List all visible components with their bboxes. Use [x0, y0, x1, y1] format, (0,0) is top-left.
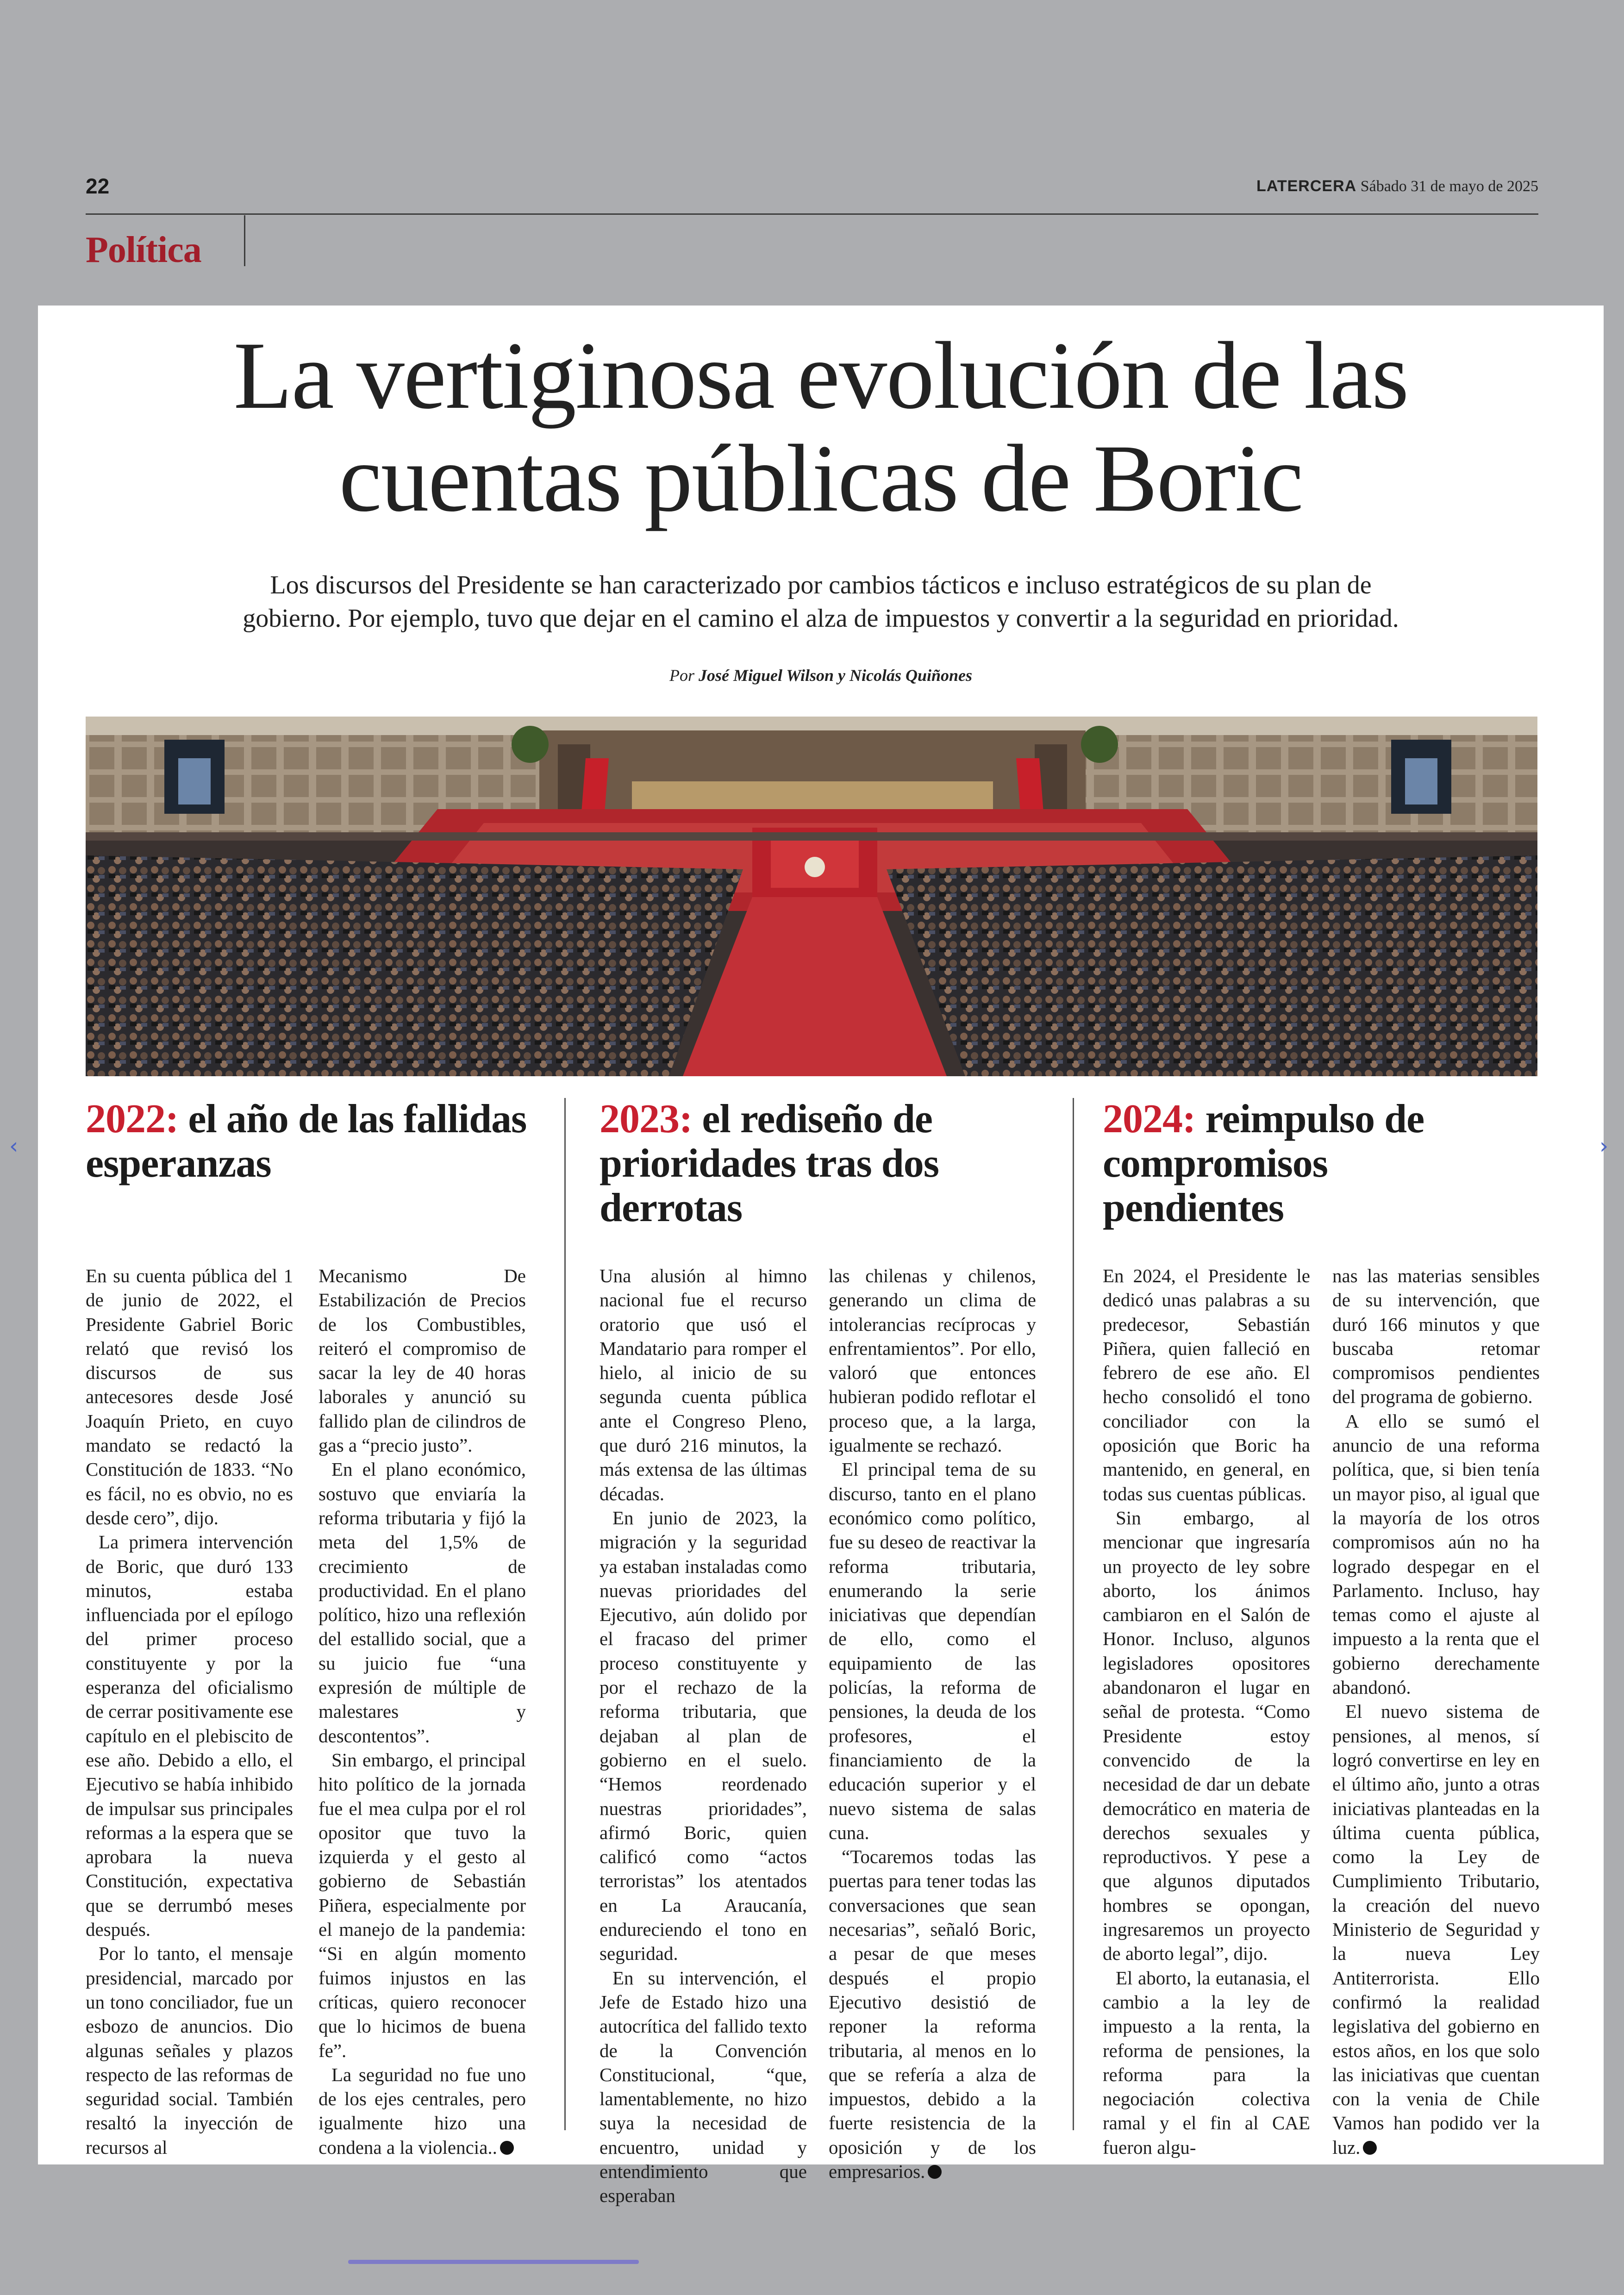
paragraph: En el plano económico, sostuvo que enviaría la reforma tributaria y fijó la meta del 1,5% de crecimiento de productividad. En el plano político, hizo una reflexión del estallido social, que a su juicio fue “una expresión de múltiple de malestares y descontentos”.: [319, 1459, 526, 1746]
paragraph: Mecanismo De Estabilización de Precios de los Combustibles, reiteró el compromiso de sacar la ley de 40 horas laborales y anunció su fallido plan de cilindros de gas a “precio justo”.: [319, 1265, 526, 1456]
paragraph: Sin embargo, al mencionar que ingresaría un proyecto de ley sobre aborto, los ánimos cambiaron en el Salón de Honor. Incluso, algunos legisladores opositores abandonaron el lugar en señal de protesta. “Como Presidente estoy convencido de la necesidad de dar un debate democrático en materia de derechos sexuales y reproductivos. Y pese a que algunos diputados hombres se opongan, ingresaremos un proyecto de aborto legal”, dijo.: [1103, 1507, 1310, 1964]
title-text-2024: reimpulso de compromisos pendientes: [1103, 1097, 1424, 1230]
article-card: [38, 306, 1604, 2207]
paragraph: La primera intervención de Boric, que duró 133 minutos, estaba influenciada por el epílogo del primer proceso constituyente y por la esperanza del oficialismo de cerrar positivamente ese capítulo en el plebiscito de ese año. Debido a ello, el Ejecutivo se había inhibido de impulsar sus principales reformas a la espera que se aprobara la nueva Constitución, expectativa que se derrumbó meses después.: [86, 1531, 293, 1940]
body-column-2022-a: [86, 1264, 293, 2158]
congress-hall-illustration: [86, 717, 1537, 1076]
section-title-2024: [1103, 1097, 1464, 1230]
paragraph: El principal tema de su discurso, tanto en el plano económico como político, fue su deseo de reactivar la reforma tributaria, enumerando la serie iniciativas que dependían de ello, como el equipamiento de las policías, la reforma de pensiones, la deuda de los profesores, el financiamiento de la educación superior y el nuevo sistema de salas cuna.: [829, 1459, 1036, 1843]
end-of-article-bullet-icon: [500, 2141, 514, 2155]
article-dek: [94, 568, 1548, 635]
paragraph-last: [319, 2063, 526, 2159]
paragraph: Una alusión al himno nacional fue el recurso oratorio que usó el Mandatario para romper el hielo, al inicio de su segunda cuenta pública ante el Congreso Pleno, que duró 216 minutos, la más extensa de las últimas décadas.: [600, 1265, 807, 1504]
year-label-2023: 2023:: [600, 1097, 693, 1141]
section-label: Política: [86, 230, 201, 270]
title-text-2023: el rediseño de prioridades tras dos derrotas: [600, 1097, 939, 1230]
paragraph: En su cuenta pública del 1 de junio de 2022, el Presidente Gabriel Boric relató que revisó los discursos de sus antecesores desde José Joaquín Prieto, en cuyo mandato se redactó la Constitución de 1833. “No es fácil, no es obvio, no es desde cero”, dijo.: [86, 1265, 293, 1528]
section-title-2023: [600, 1097, 1044, 1230]
end-of-article-bullet-icon: [1363, 2141, 1377, 2155]
headline: [38, 324, 1604, 530]
paragraph: A ello se sumó el anuncio de una reforma política, que, si bien tenía un mayor piso, al igual que la mayoría de los otros compromisos aún no ha logrado despegar en el Parlamento. Incluso, hay temas como el ajuste al impuesto a la renta que el gobierno derechamente abandonó.: [1332, 1410, 1540, 1698]
paragraph-text: El nuevo sistema de pensiones, al menos, sí logró convertirse en ley en el último año, junto a otras iniciativas planteadas en la última cuenta pública, como la Ley de Cumplimiento Tributario, la creación del nuevo Ministerio de Seguridad y la nueva Ley Antiterrorista. Ello confirmó la realidad legislativa del gobierno en estos años, en los que solo las iniciativas que cuentan con la venia de Chile Vamos han podido ver la luz.: [1332, 1701, 1540, 2158]
paragraph: En junio de 2023, la migración y la seguridad ya estaban instaladas como nuevas prioridades del Ejecutivo, aún dolido por el fracaso del primer proceso constituyente y por el rechazo de la reforma tributaria, que dejaban al plan de gobierno en el suelo. “Hemos reordenado nuestras prioridades”, afirmó Boric, quien calificó como “actos terroristas” los atentados en La Araucanía, endureciendo el tono en seguridad.: [600, 1507, 807, 1964]
byline-prefix: Por: [669, 666, 694, 685]
next-page-chevron-icon[interactable]: ›: [1599, 1133, 1609, 1159]
paragraph-last: [829, 1845, 1036, 2183]
prev-page-chevron-icon[interactable]: ‹: [9, 1133, 19, 1159]
paragraph-text: La seguridad no fue uno de los ejes centrales, pero igualmente hizo una condena a la violencia..: [319, 2064, 526, 2158]
body-column-2024-a: [1103, 1264, 1310, 2158]
column-divider-1: [564, 1098, 566, 2130]
paragraph: En 2024, el Presidente le dedicó unas palabras a su predecesor, Sebastián Piñera, quien falleció en febrero de ese año. El hecho consolidó el tono conciliador con la oposición que Boric ha mantenido, en general, en todas sus cuentas públicas.: [1103, 1265, 1310, 1504]
body-column-2023-a: [600, 1264, 807, 2207]
section-title-2022: [86, 1097, 544, 1186]
byline-authors: José Miguel Wilson y Nicolás Quiñones: [698, 666, 973, 685]
body-column-2024-b: [1332, 1264, 1540, 2158]
year-label-2022: 2022:: [86, 1097, 179, 1141]
paragraph: Sin embargo, el principal hito político de la jornada fue el mea culpa por el rol opositor que tuvo la izquierda y el gesto al gobierno de Sebastián Piñera, especialmente por el manejo de la pandemia: “Si en algún momento fuimos injustos en las críticas, quiero reconocer que lo hicimos de buena fe”.: [319, 1749, 526, 2061]
publication-name: LATERCERA: [1256, 177, 1357, 195]
headline-line-2: cuentas públicas de Boric: [339, 425, 1303, 531]
headline-line-1: La vertiginosa evolución de las: [233, 322, 1408, 429]
column-divider-2: [1073, 1098, 1074, 2130]
masthead: [1256, 177, 1538, 195]
section-divider: [244, 215, 245, 266]
paragraph: Por lo tanto, el mensaje presidencial, marcado por un tono conciliador, fue un esbozo de anuncios. Dio algunas señales y plazos respecto de las reformas de seguridad social. También resaltó la inyección de recursos al: [86, 1943, 293, 2158]
dek-line-1: Los discursos del Presidente se han caracterizado por cambios tácticos e incluso estratégicos de su plan de: [270, 571, 1372, 599]
body-column-2023-b: [829, 1264, 1036, 2182]
byline: [38, 666, 1604, 685]
title-text-2022: el año de las fallidas esperanzas: [86, 1097, 527, 1186]
horizontal-scrollbar[interactable]: [348, 2260, 639, 2264]
congress-photo: [86, 717, 1537, 1076]
dek-line-2: gobierno. Por ejemplo, tuvo que dejar en el camino el alza de impuestos y convertir a la seguridad en prioridad.: [243, 604, 1399, 633]
paragraph-text: “Tocaremos todas las puertas para tener todas las conversaciones que sean necesarias”, señaló Boric, a pesar de que meses después el propio Ejecutivo desistió de reponer la reforma tributaria, al menos en lo que se refería a alza de impuestos, debido a la fuerte resistencia de la oposición y de los empresarios.: [829, 1846, 1036, 2182]
paragraph: El aborto, la eutanasia, el cambio a la ley de impuesto a la renta, la reforma de pensiones, la reforma para la negociación colectiva ramal y el fin al CAE fueron algu-: [1103, 1967, 1310, 2158]
issue-date: Sábado 31 de mayo de 2025: [1360, 178, 1538, 195]
body-column-2022-b: [319, 1264, 526, 2158]
paragraph: las chilenas y chilenos, generando un clima de intolerancias recíprocas y enfrentamientos”. Por ello, valoró que entonces hubieran podido reflotar el proceso que, a la larga, igualmente se rechazó.: [829, 1265, 1036, 1456]
header-rule: [86, 213, 1538, 215]
end-of-article-bullet-icon: [928, 2165, 942, 2179]
year-label-2024: 2024:: [1103, 1097, 1196, 1141]
page-number: 22: [86, 174, 110, 198]
paragraph-last: [1332, 1699, 1540, 2159]
paragraph: nas las materias sensibles de su intervención, que duró 166 minutos y que buscaba retomar compromisos pendientes del programa de gobierno.: [1332, 1265, 1540, 1408]
paragraph: En su intervención, el Jefe de Estado hizo una autocrítica del fallido texto de la Convención Constitucional, “que, lamentablemente, no hizo suya la necesidad de encuentro, unidad y entendimiento que esperaban: [600, 1967, 807, 2207]
